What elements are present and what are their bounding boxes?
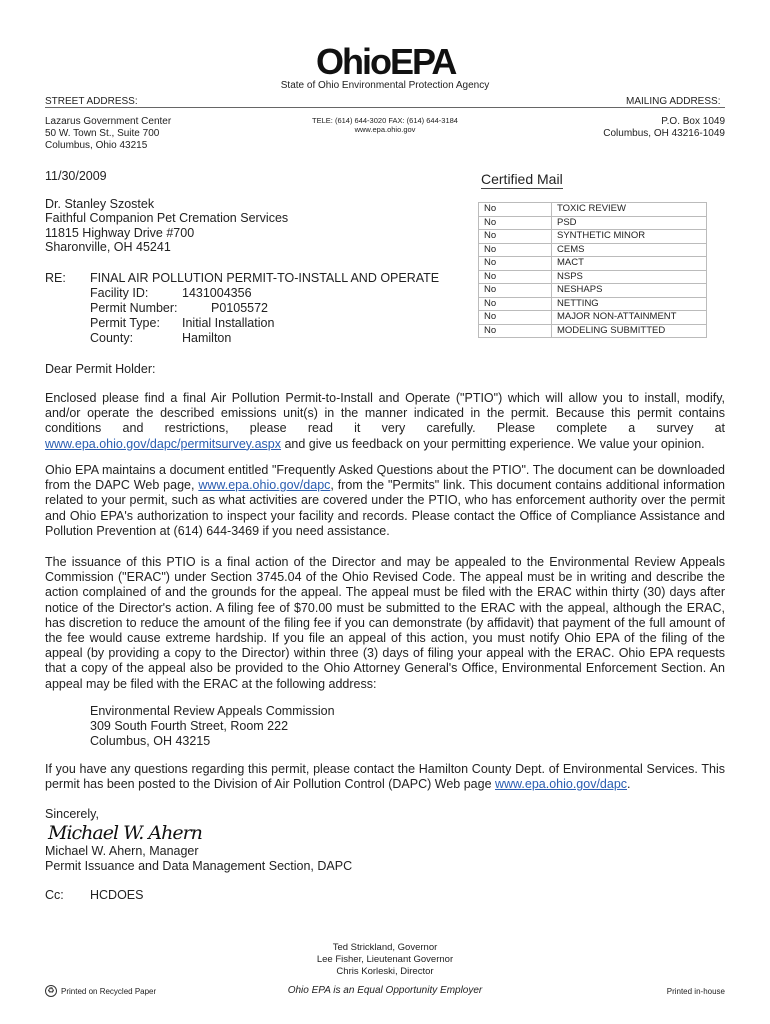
officials: Ted Strickland, Governor Lee Fisher, Lieutenant Governor Chris Korleski, Director xyxy=(316,942,454,977)
table-row: No MODELING SUBMITTED xyxy=(479,324,707,338)
street-address-label: STREET ADDRESS: xyxy=(45,96,138,107)
recipient-address: Dr. Stanley Szostek Faithful Companion Pet Cremation Services 11815 Highway Drive #700 Sharonville, OH 45241 xyxy=(45,197,289,254)
signature: Michael W. Ahern xyxy=(48,822,202,844)
erac-address: Environmental Review Appeals Commission 309 South Fourth Street, Room 222 Columbus, OH 43215 xyxy=(90,704,335,748)
table-row: No TOXIC REVIEW xyxy=(479,203,707,217)
salutation: Dear Permit Holder: xyxy=(45,362,156,376)
table-row: No CEMS xyxy=(479,243,707,257)
street-address: Lazarus Government Center 50 W. Town St., Suite 700 Columbus, Ohio 43215 xyxy=(45,116,172,151)
cc-label: Cc: xyxy=(45,888,64,902)
paragraph-2: Ohio EPA maintains a document entitled "Frequently Asked Questions about the PTIO". The document can be downloaded from the DAPC Web page, www.epa.ohio.gov/dapc, from the "Permits" link. This document contains additional information related to your permit, such as what activities are covered under the PTIO, who has enforcement authority over the permit and Ohio EPA's authorization to inspect your facility and records. Please contact the Office of Compliance Assistance and Pollution Prevention at (614) 644-3469 if you need assistance. xyxy=(45,463,725,538)
mailing-address-label: MAILING ADDRESS: xyxy=(626,96,721,107)
contact-info xyxy=(285,116,485,134)
paragraph-3: The issuance of this PTIO is a final action of the Director and may be appealed to the Environmental Review Appeals Commission ("ERAC") under Section 3745.04 of the Ohio Revised Code. The appeal must be in writing and describe the action complained of and the grounds for the appeal. The appeal must be filed with the ERAC within thirty (30) days after notice of the Director's action. A filing fee of $70.00 must be submitted to the ERAC with the appeal, although the ERAC, has discretion to reduce the amount of the filing fee if you can demonstrate (by affidavit) that payment of the full amount of the fee would cause extreme hardship. If you file an appeal of this action, you must notify Ohio EPA of the filing of the appeal (by providing a copy to the Director) within three (3) days of filing your appeal with the ERAC. Ohio EPA requests that a copy of the appeal also be provided to the Ohio Attorney General's Office, Environmental Enforcement Section. An appeal may be filed with the ERAC at the following address: xyxy=(45,555,725,691)
tele-fax: TELE: (614) 644-3020 FAX: (614) 644-3184 xyxy=(312,116,458,125)
cc-value: HCDOES xyxy=(90,888,144,902)
header-divider xyxy=(45,107,725,108)
website: www.epa.ohio.gov xyxy=(354,125,416,134)
paragraph-4: If you have any questions regarding this permit, please contact the Hamilton County Dept. of Environmental Services. This permit has been posted to the Division of Air Pollution Control (DAPC) Web page www.epa.ohio.gov/dapc. xyxy=(45,762,725,792)
dapc-link[interactable]: www.epa.ohio.gov/dapc xyxy=(198,478,331,493)
table-row: No MAJOR NON-ATTAINMENT xyxy=(479,311,707,325)
ohio-epa-logo: OhioEPA xyxy=(316,41,456,82)
printed-in-house: Printed in-house xyxy=(666,987,725,996)
sincerely: Sincerely, xyxy=(45,807,99,821)
certified-mail: Certified Mail xyxy=(481,171,563,187)
signer-block: Michael W. Ahern, Manager Permit Issuance and Data Management Section, DAPC xyxy=(45,844,353,873)
table-row: No PSD xyxy=(479,216,707,230)
mailing-address: P.O. Box 1049 Columbus, OH 43216-1049 xyxy=(603,116,725,139)
paragraph-1: Enclosed please find a final Air Pollution Permit-to-Install and Operate ("PTIO") which will allow you to install, modify, and/or operate the described emissions unit(s) in the manner indicated in the permit. Because this permit contains conditions and restrictions, please read it very carefully. Please complete a survey at www.epa.ohio.gov/dapc/permitsurvey.aspx and give us feedback on your permitting experience. We value your opinion. xyxy=(45,391,725,451)
re-title: FINAL AIR POLLUTION PERMIT-TO-INSTALL AND OPERATE xyxy=(90,271,440,285)
agency-name: State of Ohio Environmental Protection Agency xyxy=(280,80,490,91)
recycled-paper-note: Printed on Recycled Paper xyxy=(61,987,157,996)
table-row: No NSPS xyxy=(479,270,707,284)
dapc-link-2[interactable]: www.epa.ohio.gov/dapc xyxy=(495,777,628,792)
table-row: No NESHAPS xyxy=(479,284,707,298)
re-label: RE: xyxy=(45,271,66,285)
re-fields: Facility ID: 1431004356 Permit Number: P0105572 Permit Type: Initial Installation County: Hamilton xyxy=(90,286,275,345)
review-table xyxy=(478,202,707,338)
certified-underline xyxy=(481,188,563,189)
table-row: No SYNTHETIC MINOR xyxy=(479,230,707,244)
letter-date: 11/30/2009 xyxy=(45,169,107,183)
equal-opportunity: Ohio EPA is an Equal Opportunity Employer xyxy=(287,985,483,996)
survey-link[interactable]: www.epa.ohio.gov/dapc/permitsurvey.aspx xyxy=(45,436,281,451)
table-row: No MACT xyxy=(479,257,707,271)
table-row: No NETTING xyxy=(479,297,707,311)
recycle-icon: ♻ xyxy=(45,985,57,997)
